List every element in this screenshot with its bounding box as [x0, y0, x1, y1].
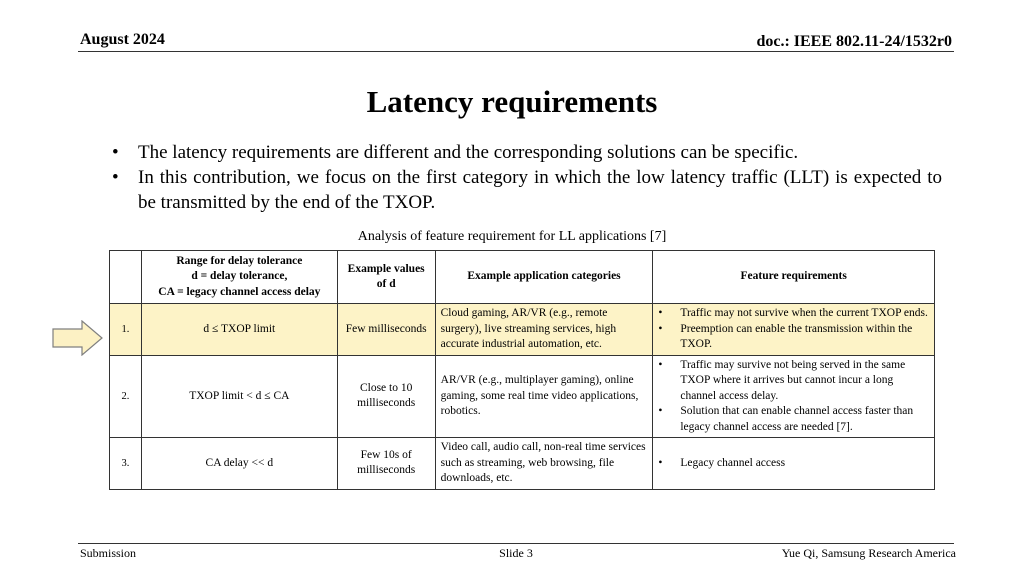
- header-doc-id: doc.: IEEE 802.11-24/1532r0: [756, 33, 952, 50]
- header-range-line: Range for delay tolerance: [176, 254, 303, 267]
- table-row: [110, 355, 935, 438]
- row-range: d ≤ TXOP limit: [141, 304, 337, 356]
- arrow-shape: [53, 321, 102, 355]
- row-number: 3.: [110, 438, 142, 490]
- header-categories: Example application categories: [435, 251, 653, 304]
- header-num: [110, 251, 142, 304]
- bullet-item: [112, 165, 942, 215]
- feature-item: [658, 358, 929, 405]
- bullet-glyph: •: [658, 358, 663, 371]
- bullet-glyph: •: [658, 307, 663, 319]
- row-range: TXOP limit < d ≤ CA: [141, 355, 337, 438]
- footer-author: Yue Qi, Samsung Research America: [781, 546, 956, 560]
- bullet-glyph: •: [658, 456, 663, 469]
- row-range: CA delay << d: [141, 438, 337, 490]
- right-arrow-icon: [52, 320, 104, 356]
- header-range-line: d = delay tolerance,: [191, 270, 288, 283]
- feature-text: Preemption can enable the transmission within the TXOP.: [680, 322, 913, 350]
- row-number: 2.: [110, 355, 142, 438]
- footer-divider: [78, 543, 954, 544]
- header-range: [141, 251, 337, 304]
- row-values: Few 10s of milliseconds: [337, 438, 435, 490]
- bullet-text: In this contribution, we focus on the first category in which the low latency traffic (LLT) is expected to be transmitted by the end of the TXOP.: [138, 167, 942, 213]
- feature-text: Traffic may not survive when the current TXOP ends.: [680, 307, 928, 319]
- table-caption: Analysis of feature requirement for LL applications [7]: [357, 229, 667, 244]
- bullet-glyph: •: [112, 167, 119, 188]
- feature-item: [658, 456, 929, 472]
- table-header-row: [110, 251, 935, 304]
- row-features: [653, 355, 935, 438]
- table-row: [110, 438, 935, 490]
- row-values: Close to 10 milliseconds: [337, 355, 435, 438]
- feature-text: Traffic may survive not being served in the same TXOP where it arrives but cannot incur a long channel access delay.: [680, 358, 906, 402]
- bullet-item: [112, 140, 942, 165]
- row-categories: Video call, audio call, non-real time services such as streaming, web browsing, file downloads, etc.: [435, 438, 653, 490]
- bullet-glyph: •: [658, 322, 663, 335]
- feature-text: Solution that can enable channel access faster than legacy channel access are needed [7].: [680, 405, 914, 433]
- footer-slide-number: Slide 3: [499, 546, 533, 560]
- slide-title: Latency requirements: [366, 84, 658, 119]
- footer-left: Submission: [80, 546, 137, 560]
- row-categories: AR/VR (e.g., multiplayer gaming), online gaming, some real time video applications, robotics.: [435, 355, 653, 438]
- header-example-values: Example values of d: [337, 251, 435, 304]
- row-features: [653, 304, 935, 356]
- row-values: Few milliseconds: [337, 304, 435, 356]
- requirements-table: [109, 250, 935, 490]
- feature-item: [658, 306, 929, 322]
- header-date: August 2024: [80, 31, 165, 48]
- row-categories: Cloud gaming, AR/VR (e.g., remote surgery), live streaming services, high accurate industrial automation, etc.: [435, 304, 653, 356]
- bullet-glyph: •: [112, 142, 119, 163]
- row-number: 1.: [110, 304, 142, 356]
- header-divider: [78, 51, 954, 52]
- table-row: [110, 304, 935, 356]
- bullet-glyph: •: [658, 405, 663, 417]
- row-features: [653, 438, 935, 490]
- bullet-text: The latency requirements are different and the corresponding solutions can be specific.: [138, 142, 799, 163]
- feature-item: [658, 322, 929, 353]
- bullet-list: [112, 140, 942, 215]
- feature-text: Legacy channel access: [680, 456, 786, 469]
- header-features: Feature requirements: [653, 251, 935, 304]
- feature-item: [658, 404, 929, 435]
- header-range-line: CA = legacy channel access delay: [158, 285, 321, 298]
